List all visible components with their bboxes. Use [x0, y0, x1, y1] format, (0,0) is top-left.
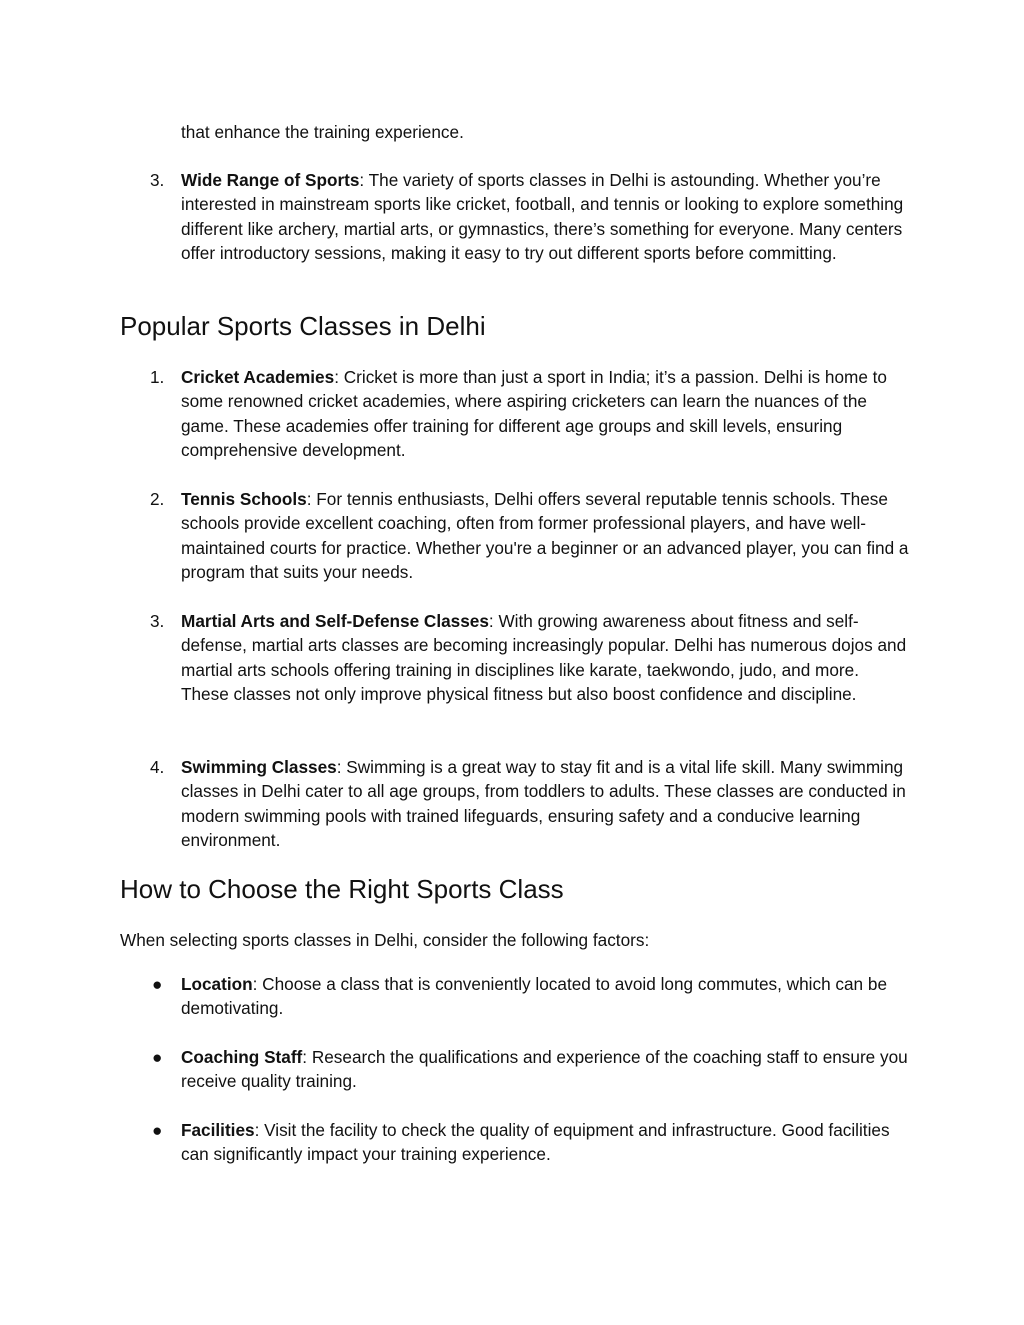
- bullet-item-term: Facilities: [181, 1120, 255, 1140]
- bullet-item-body: [181, 972, 910, 1021]
- bullet-item-text: : Research the qualifications and experience of the coaching staff to ensure you receive quality training.: [181, 1047, 908, 1092]
- list-item-body: [181, 168, 910, 266]
- bullet-item-text: : Visit the facility to check the quality of equipment and infrastructure. Good facilities can significantly impact your training experience.: [181, 1120, 890, 1165]
- list-item-term: Tennis Schools: [181, 489, 307, 509]
- list-item-term: Swimming Classes: [181, 757, 337, 777]
- list-number: 3.: [150, 611, 165, 631]
- list-item-wide-range-of-sports: [120, 168, 910, 266]
- list-number: 2.: [150, 489, 165, 509]
- bullet-item-term: Coaching Staff: [181, 1047, 303, 1067]
- list-item-text: : Swimming is a great way to stay fit and is a vital life skill. Many swimming classes in Delhi cater to all age groups, from toddlers to adults. These classes are conducted in modern swimming pools with trained lifeguards, ensuring safety and a conducive learning environment.: [181, 757, 906, 851]
- list-number: 4.: [150, 757, 165, 777]
- section-heading-how-to-choose: How to Choose the Right Sports Class: [120, 874, 564, 904]
- bullet-icon: ●: [152, 1047, 163, 1067]
- list-number: 1.: [150, 367, 165, 387]
- list-item-body: [181, 609, 910, 707]
- list-number: 3.: [150, 170, 165, 190]
- list-item-text: : The variety of sports classes in Delhi is astounding. Whether you’re interested in mainstream sports like cricket, football, and tennis or looking to explore something different like archery, martial arts, or gymnastics, there’s something for everyone. Many centers offer introductory sessions, making it easy to try out different sports before committing.: [181, 170, 904, 264]
- list-item-body: [181, 755, 910, 853]
- bullet-item-coaching-staff: [120, 1045, 910, 1094]
- list-item-term: Martial Arts and Self-Defense Classes: [181, 611, 489, 631]
- bullet-item-term: Location: [181, 974, 253, 994]
- bullet-icon: ●: [152, 1120, 163, 1140]
- list-item-body: [181, 365, 910, 463]
- list-item-body: [181, 487, 910, 585]
- list-item-text: : With growing awareness about fitness and self-defense, martial arts classes are becoming increasingly popular. Delhi has numerous dojos and martial arts schools offering training in disciplines like karate, taekwondo, judo, and more. These classes not only improve physical fitness but also boost confidence and discipline.: [181, 611, 907, 705]
- intro-continuation: that enhance the training experience.: [181, 122, 464, 142]
- bullet-item-facilities: [120, 1118, 910, 1167]
- bullet-icon: ●: [152, 974, 163, 994]
- list-item-tennis-schools: [120, 487, 910, 585]
- list-item-swimming-classes: [120, 755, 910, 853]
- bullet-item-text: : Choose a class that is conveniently located to avoid long commutes, which can be demotivating.: [181, 974, 888, 1019]
- section-heading-popular-sports: Popular Sports Classes in Delhi: [120, 311, 486, 341]
- bullet-item-body: [181, 1118, 910, 1167]
- bullet-item-location: [120, 972, 910, 1021]
- list-item-term: Cricket Academies: [181, 367, 335, 387]
- list-item-martial-arts: [120, 609, 910, 707]
- section-choose-intro: When selecting sports classes in Delhi, consider the following factors:: [120, 930, 650, 950]
- bullet-item-body: [181, 1045, 910, 1094]
- list-item-text: : For tennis enthusiasts, Delhi offers several reputable tennis schools. These schools provide excellent coaching, often from former professional players, and have well-maintained courts for practice. Whether you're a beginner or an advanced player, you can find a program that suits your needs.: [181, 489, 909, 583]
- list-item-text: : Cricket is more than just a sport in India; it’s a passion. Delhi is home to some renowned cricket academies, where aspiring cricketers can learn the nuances of the game. These academies offer training for different age groups and skill levels, ensuring comprehensive development.: [181, 367, 887, 461]
- list-item-term: Wide Range of Sports: [181, 170, 360, 190]
- list-item-cricket-academies: [120, 365, 910, 463]
